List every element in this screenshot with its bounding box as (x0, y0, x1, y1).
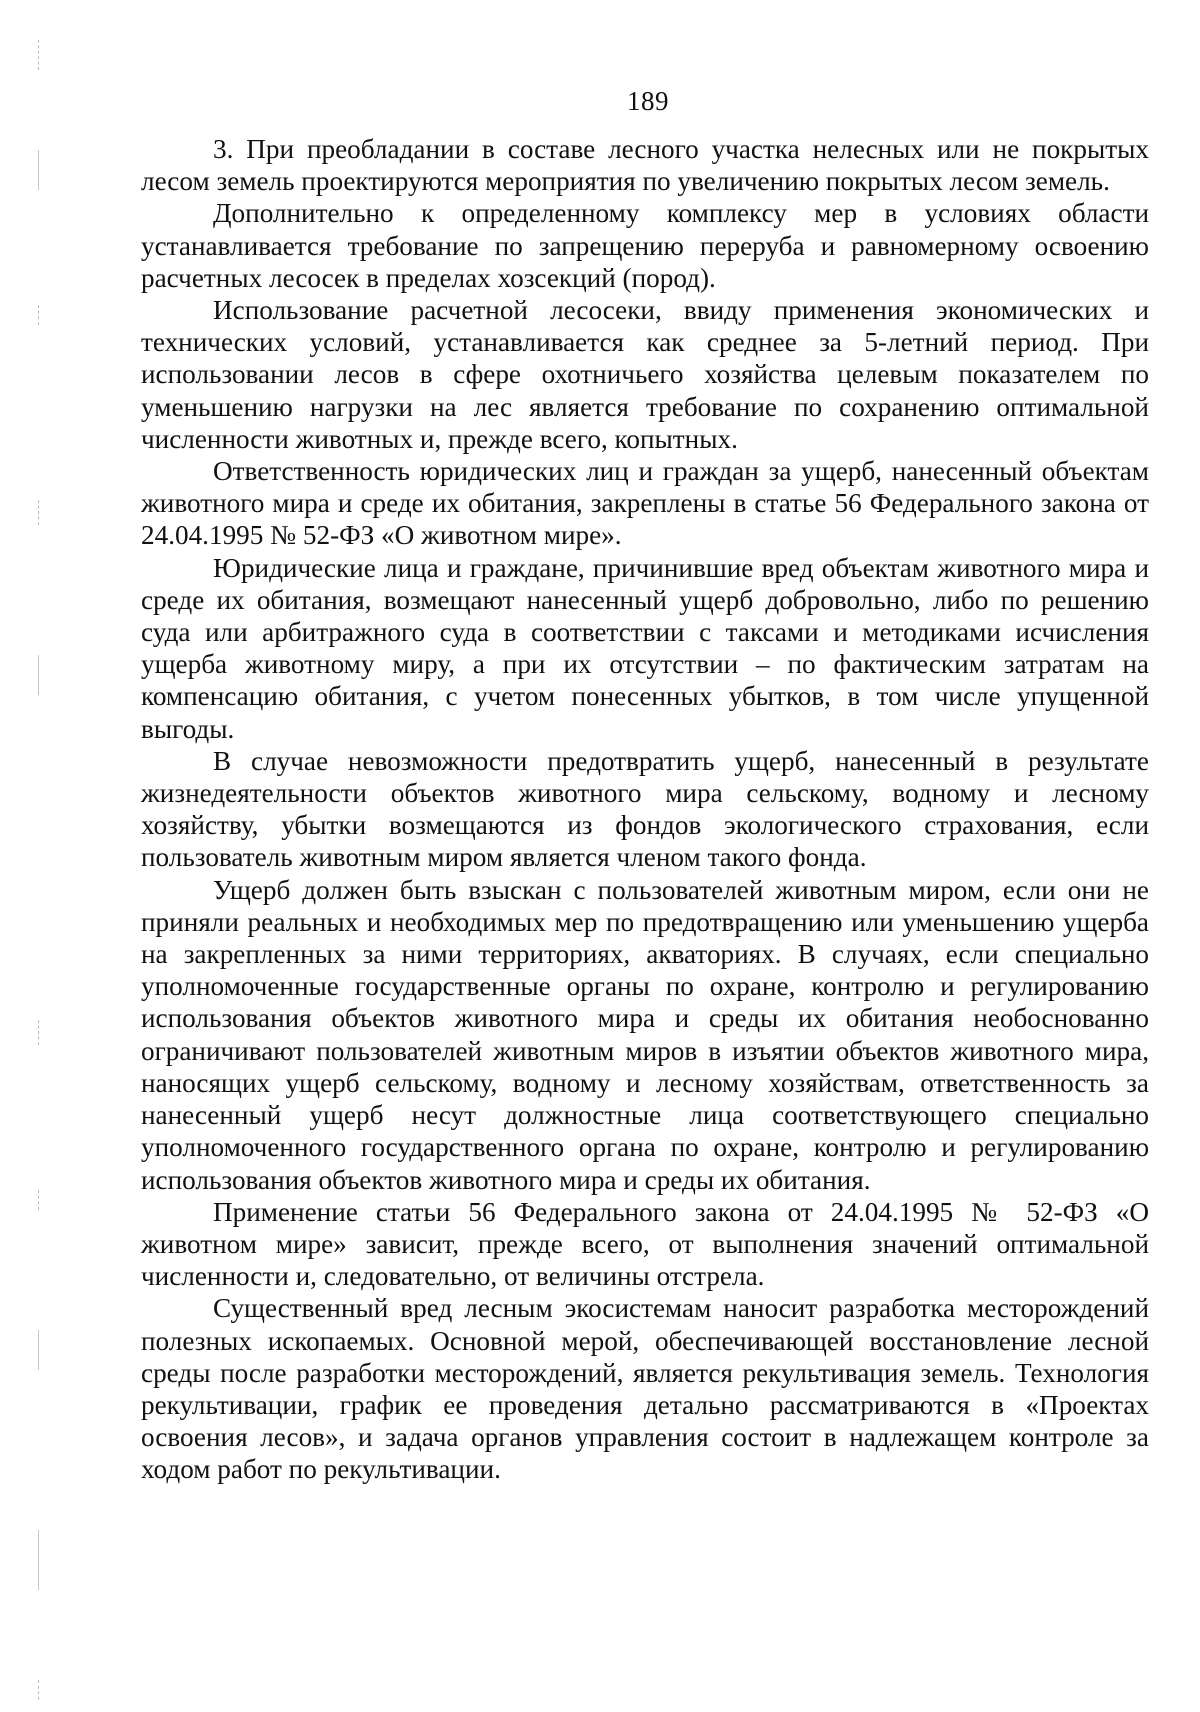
paragraph: В случае невозможности предотвратить ущерб, нанесенный в результате жизнедеятельности объектов животного мира сельскому, водному и лесному хозяйству, убытки возмещаются из фондов экологического страхования, если пользователь животным миром является членом такого фонда. (141, 745, 1149, 873)
document-body (141, 133, 1149, 1486)
scan-edge-mark (38, 305, 39, 325)
scan-edge-mark (38, 1190, 39, 1210)
paragraph: Использование расчетной лесосеки, ввиду применения экономических и технических условий, устанавливается как среднее за 5-летний период. При использовании лесов в сфере охотничьего хозяйства целевым показателем по уменьшению нагрузки на лес является требование по сохранению оптимальной численности животных и, прежде всего, копытных. (141, 295, 1149, 454)
paragraph: Ответственность юридических лиц и граждан за ущерб, нанесенный объектам животного мира и среде их обитания, закреплены в статье 56 Федерального закона от 24.04.1995 № 52-ФЗ «О животном мире». (141, 456, 1149, 551)
paragraph: Применение статьи 56 Федерального закона от 24.04.1995 № 52-ФЗ «О животном мире» зависит, прежде всего, от выполнения значений оптимальной численности и, следовательно, от величины отстрела. (141, 1196, 1149, 1292)
scan-edge-mark (38, 1680, 39, 1700)
paragraph: Существенный вред лесным экосистемам наносит разработка месторождений полезных ископаемых. Основной мерой, обеспечивающей восстановление лесной среды после разработки месторождений, является рекультивация земель. Технология рекультивации, график ее проведения детально рассматриваются в «Проектах освоения лесов», и задача органов управления состоит в надлежащем контроле за ходом работ по рекультивации. (141, 1293, 1149, 1485)
page-number: 189 (627, 86, 669, 116)
paragraph: Ущерб должен быть взыскан с пользователей животным миром, если они не приняли реальных и необходимых мер по предотвращению или уменьшению ущерба на закрепленных за ними территориях, акваториях. В случаях, если специально уполномоченные государственные органы по охране, контролю и регулированию использования объектов животного мира и среды их обитания необоснованно ограничивают пользователей животным миров в изъятии объектов животного мира, наносящих ущерб сельскому, водному и лесному хозяйствам, ответственность за нанесенный ущерб несут должностные лица соответствующего специально уполномоченного государственного органа по охране, контролю и регулированию использования объектов животного мира и среды их обитания. (141, 874, 1149, 1195)
scan-edge-mark (38, 1020, 39, 1045)
scan-edge-mark (38, 1530, 39, 1590)
scan-edge-mark (38, 500, 39, 525)
scan-edge-mark (38, 150, 39, 190)
scan-edge-mark (38, 1330, 39, 1370)
paragraph: Юридические лица и граждане, причинившие вред объектам животного мира и среде их обитания, возмещают нанесенный ущерб добровольно, либо по решению суда или арбитражного суда в соответствии с таксами и методиками исчисления ущерба животному миру, а при их отсутствии – по фактическим затратам на компенсацию обитания, с учетом понесенных убытков, в том числе упущенной выгоды. (141, 552, 1149, 744)
scan-edge-mark (38, 40, 39, 70)
paragraph: Дополнительно к определенному комплексу мер в условиях области устанавливается требование по запрещению переруба и равномерному освоению расчетных лесосек в пределах хозсекций (пород). (141, 198, 1149, 293)
scan-edge-mark (38, 655, 39, 695)
paragraph: 3. При преобладании в составе лесного участка нелесных или не покрытых лесом земель проектируются мероприятия по увеличению покрытых лесом земель. (141, 134, 1149, 197)
